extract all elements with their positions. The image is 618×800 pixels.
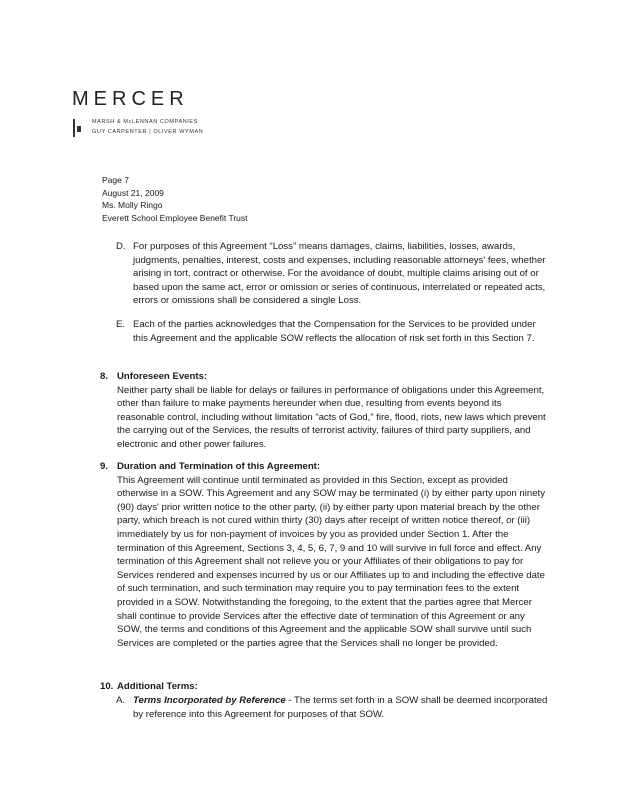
section-heading: Unforeseen Events:	[117, 371, 208, 382]
recipient-organization: Everett School Employee Benefit Trust	[102, 212, 248, 223]
section-body: Neither party shall be liable for delays or failures in performance of obligations under this Agreement, other than failure to make payments hereunder when due, resulting from events beyond its reasonable control, including without limitation “acts of God,” fire, flood, riots, new laws which prevent the carrying out of the Services, the results of terrorist activity, failures of third party suppliers, and electronic and other power failures.	[117, 384, 546, 450]
section-number: 9.	[100, 461, 109, 472]
clause-text: For purposes of this Agreement “Loss” means damages, claims, liabilities, losses, awards, judgments, penalties, interest, costs and expenses, including reasonable attorneys' fees, whether arising in tort, contract or otherwise. For the avoidance of doubt, multiple claims arising out of or based upon the same act, error or omission or series of continuous, interrelated or repeated acts, errors or omissions shall be considered a single Loss.	[133, 241, 546, 307]
section-heading: Duration and Termination of this Agreement:	[117, 461, 321, 472]
section-10-additional-terms	[100, 680, 550, 694]
clause-label: E.	[116, 319, 126, 330]
clause-text: Each of the parties acknowledges that the Compensation for the Services to be provided under this Agreement and the applicable SOW reflects the allocation of risk set forth in this Section 7.	[133, 319, 536, 344]
clause-label: A.	[116, 695, 126, 706]
section-8-unforeseen-events	[100, 370, 550, 452]
section-number: 8.	[100, 371, 109, 382]
section-heading: Additional Terms:	[117, 681, 198, 692]
section-10-item-a	[116, 694, 548, 721]
section-body: This Agreement will continue until terminated as provided in this Section, except as provided otherwise in a SOW. This Agreement and any SOW may be terminated (i) by either party upon ninety (90) days' prior written notice to the other party, (ii) by either party upon material breach by the other party, which breach is not cured within thirty (30) days after receipt of written notice thereof, or (iii) immediately by us for non-payment of invoices by you as provided under Section 1. After the termination of this Agreement, Sections 3, 4, 5, 6, 7, 9 and 10 will survive in full force and effect. Any termination of this Agreement shall not relieve you or your Affiliates of their obligations to pay for Services rendered and expenses incurred by us or our Affiliates up to and including the effective date of such termination, and such termination may require you to pay termination fees to the extent provided in a SOW. Notwithstanding the foregoing, to the extent that the parties agree that Mercer shall continue to provide Services after the effective date of termination of this Agreement or any SOW, the terms and conditions of this Agreement and the applicable SOW shall survive until such Services are completed or the parties agree that the Services shall no longer be provided.	[117, 474, 546, 649]
letterhead-subline-1: MARSH & McLENNAN COMPANIES	[92, 119, 198, 125]
clause-item-d	[116, 240, 548, 308]
recipient-name: Ms. Molly Ringo	[102, 200, 163, 211]
letter-date: August 21, 2009	[102, 187, 164, 198]
clause-text	[133, 694, 548, 721]
clause-item-e	[116, 318, 548, 345]
defined-term: Terms Incorporated by Reference	[133, 695, 286, 706]
clause-label: D.	[116, 241, 126, 252]
letter-header	[102, 174, 248, 224]
page-number: Page 7	[102, 175, 129, 185]
letterhead-subline-2: GUY CARPENTER | OLIVER WYMAN	[92, 129, 204, 135]
clause-body-text: - The terms set forth in a SOW shall be deemed incorporated by reference into this Agreement for purposes of that SOW.	[133, 695, 548, 720]
section-number: 10.	[100, 681, 114, 692]
section-9-duration-termination	[100, 460, 550, 650]
company-logo-mark-icon	[72, 118, 82, 138]
mercer-logo: MERCER	[72, 88, 189, 110]
